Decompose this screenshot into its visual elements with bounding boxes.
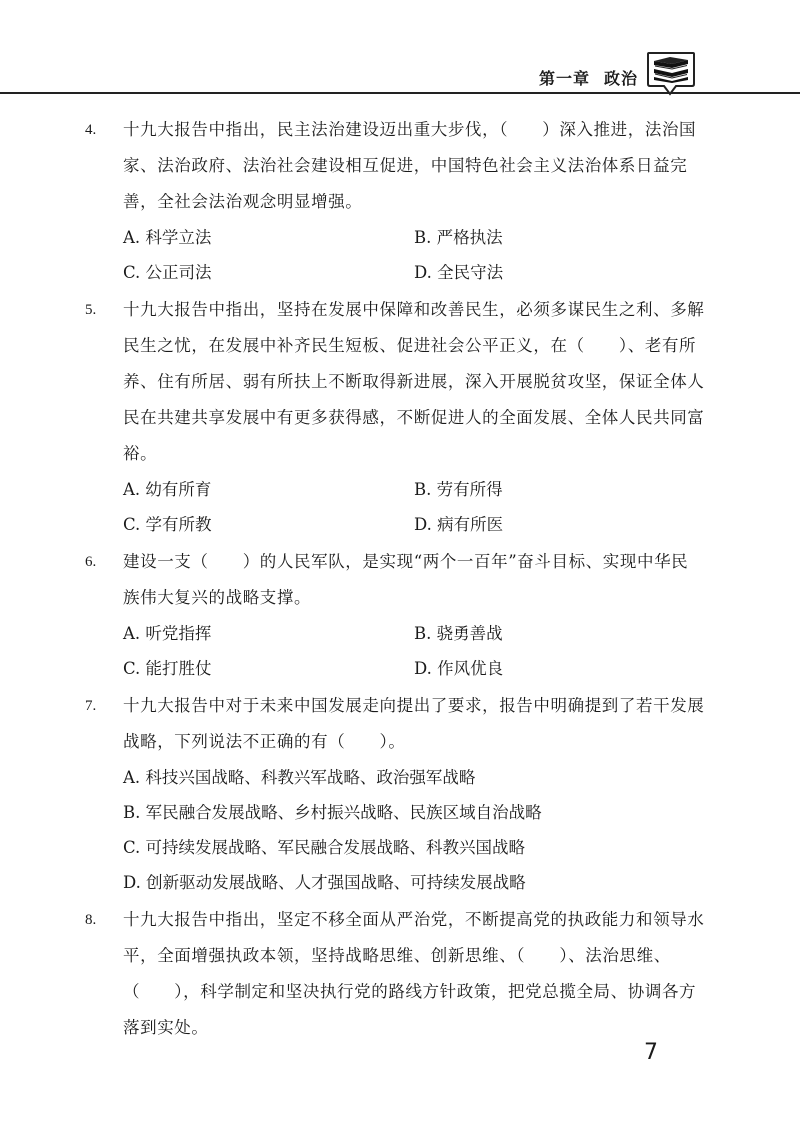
option-a: A. 听党指挥 [123,624,212,643]
option-c: C. 学有所教 [123,515,212,534]
options [123,616,705,686]
option-d: D. 全民守法 [414,263,504,282]
question-list [0,112,800,1048]
options [123,220,705,290]
chapter-number: 第一章 [538,69,590,88]
option-d: D. 创新驱动发展战略、人才强国战略、可持续发展战略 [123,873,526,892]
option-d: D. 作风优良 [414,659,504,678]
question-8 [0,902,800,1046]
question-number: 7. [85,698,97,714]
question-number: 5. [85,302,97,318]
chapter-title: 政治 [603,69,638,88]
question-text: 十九大报告中指出，坚持在发展中保障和改善民生，必须多谋民生之利、多解民生之忧，在发展中补齐民生短板、促进社会公平正义，在（ ）、老有所养、住有所居、弱有所扶上不断取得新进展，深入开展脱贫攻坚，保证全体人民在共建共享发展中有更多获得感，不断促进人的全面发展、全体人民共同富裕。 [123,300,705,463]
option-c: C. 可持续发展战略、军民融合发展战略、科教兴国战略 [123,838,526,857]
chapter-heading [539,66,638,89]
page-header [0,0,800,100]
option-a: A. 科学立法 [123,228,212,247]
option-b: B. 军民融合发展战略、乡村振兴战略、民族区域自治战略 [123,803,542,822]
option-a: A. 科技兴国战略、科教兴军战略、政治强军战略 [123,768,476,787]
options [123,472,705,542]
question-5 [0,292,800,542]
question-7 [0,688,800,900]
page-number: 7 [644,1040,658,1065]
question-4 [0,112,800,290]
option-b: B. 劳有所得 [414,480,503,499]
option-b: B. 骁勇善战 [414,624,503,643]
question-number: 4. [85,122,97,138]
option-c: C. 能打胜仗 [123,659,212,678]
question-text: 十九大报告中指出，坚定不移全面从严治党，不断提高党的执政能力和领导水平，全面增强执政本领，坚持战略思维、创新思维、（ ）、法治思维、（ ），科学制定和坚决执行党的路线方针政策，把党总揽全局、协调各方落到实处。 [123,910,705,1037]
question-number: 8. [85,912,97,928]
options [123,760,705,900]
question-text: 建设一支（ ）的人民军队，是实现“两个一百年”奋斗目标、实现中华民族伟大复兴的战略支撑。 [123,552,689,607]
question-number: 6. [85,554,97,570]
option-c: C. 公正司法 [123,263,212,282]
question-6 [0,544,800,686]
option-b: B. 严格执法 [414,228,503,247]
books-icon [646,50,696,100]
question-text: 十九大报告中指出，民主法治建设迈出重大步伐，（ ）深入推进，法治国家、法治政府、法治社会建设相互促进，中国特色社会主义法治体系日益完善，全社会法治观念明显增强。 [123,120,697,211]
question-text: 十九大报告中对于未来中国发展走向提出了要求，报告中明确提到了若干发展战略，下列说法不正确的有（ ）。 [123,696,705,751]
option-d: D. 病有所医 [414,515,504,534]
option-a: A. 幼有所育 [123,480,212,499]
